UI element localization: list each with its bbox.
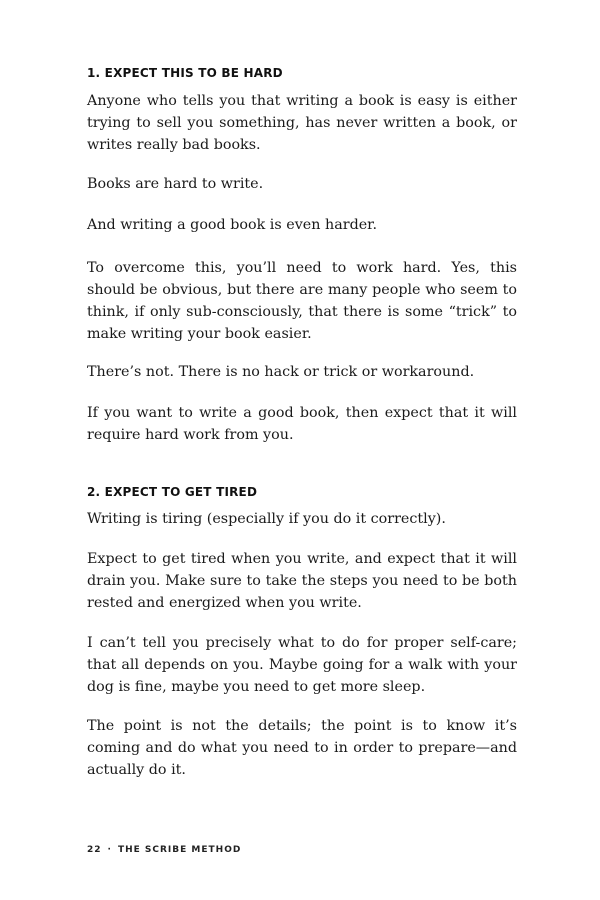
paragraph: To overcome this, you’ll need to work hard. Yes, this should be obvious, but there are many people who seem to think, if only sub-consciously, that there is some “trick” to make writing your book easier.: [87, 260, 517, 342]
paragraph: Anyone who tells you that writing a book is easy is either trying to sell you something, has never written a book, or writes really bad books.: [87, 93, 517, 153]
section-heading-expect-tired: 2. EXPECT TO GET TIRED: [87, 485, 258, 499]
paragraph: Books are hard to write.: [87, 176, 264, 192]
page-number: 22: [87, 845, 102, 855]
paragraph: Writing is tiring (especially if you do it correctly).: [87, 511, 446, 527]
paragraph: Expect to get tired when you write, and expect that it will drain you. Make sure to take the steps you need to be both rested and energized when you write.: [87, 551, 517, 611]
paragraph: If you want to write a good book, then expect that it will require hard work from you.: [87, 405, 517, 443]
paragraph: The point is not the details; the point is to know it’s coming and do what you need to in order to prepare—and actually do it.: [87, 718, 517, 778]
book-title: THE SCRIBE METHOD: [117, 845, 242, 855]
page-footer: [87, 845, 241, 855]
section-heading-expect-hard: 1. EXPECT THIS TO BE HARD: [87, 66, 283, 80]
paragraph: There’s not. There is no hack or trick or workaround.: [87, 364, 475, 380]
footer-separator: ·: [107, 845, 112, 855]
paragraph: And writing a good book is even harder.: [87, 217, 377, 233]
paragraph: I can’t tell you precisely what to do for proper self-care; that all depends on you. Maybe going for a walk with your dog is fine, maybe you need to get more sleep.: [87, 635, 517, 695]
